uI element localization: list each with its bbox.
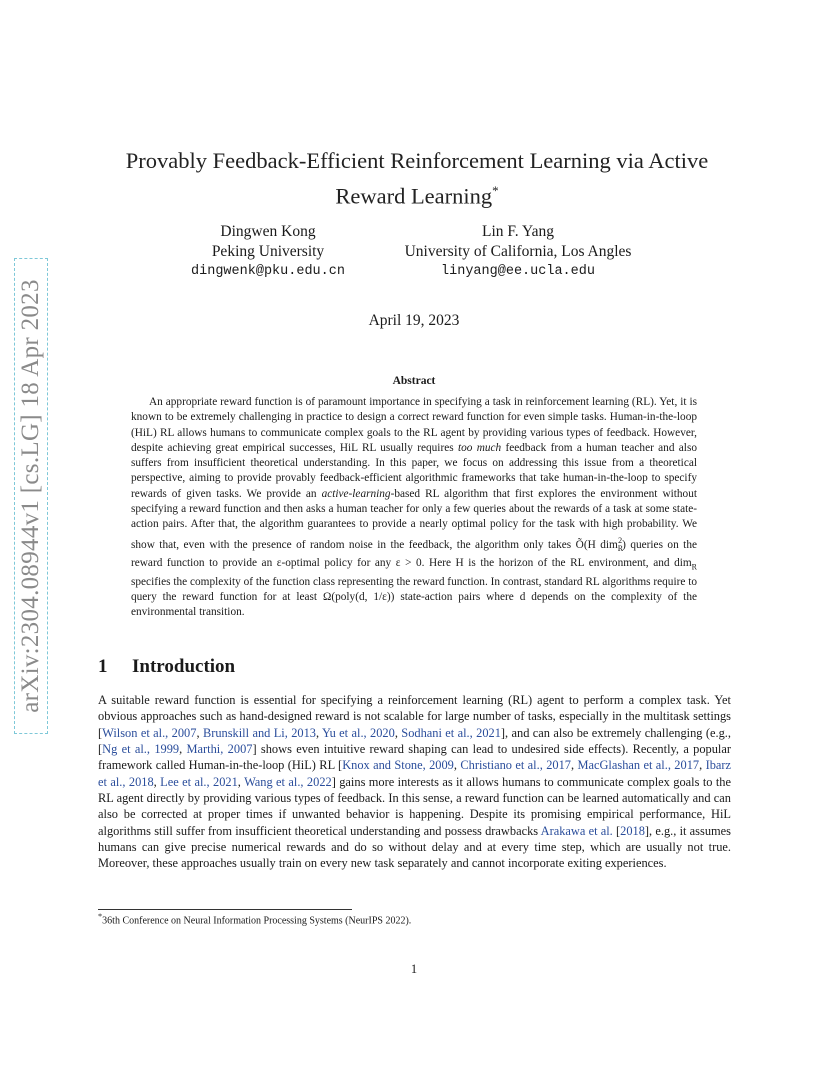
- citation-link[interactable]: Brunskill and Li, 2013: [202, 725, 316, 740]
- title-footnote-mark: *: [492, 183, 499, 198]
- citation-link[interactable]: Sodhani et al., 2021: [401, 725, 501, 740]
- author-affiliation: Peking University: [211, 243, 325, 260]
- abstract-body: An appropriate reward function is of paramount importance in specifying a task in reinforcement learning (RL). Yet, it is known to be extremely challenging in practice to design a correct reward function for even simple tasks. Human-in-the-loop (HiL) RL allows humans to communicate complex goals to the RL agent by providing various types of feedback. However, despite achieving great empirical successes, HiL RL usually requires too much feedback from a human teacher and also suffers from insufficient theoretical understanding. In this paper, we focus on addressing this issue from a theoretical perspective, aiming to provide provably feedback-efficient algorithmic frameworks that take human-in-the-loop to specify rewards of given tasks. We provide an active-learning-based RL algorithm that first explores the environment without specifying a reward function and then asks a human teacher for only a few queries about the rewards of a task at some state-action pairs. After that, the algorithm guarantees to provide a nearly optimal policy for the task with high probability. We show that, even with the presence of random noise in the feedback, the algorithm only takes Õ(H dim$_R^2$) queries on the reward function to provide an ε-optimal policy for any ε > 0. Here H is the horizon of the RL environment, and dim$_R$ specifies the complexity of the function class representing the reward function. In contrast, standard RL algorithms require to query the reward function for at least Ω(poly(d, 1/ε)) state-action pairs where d depends on the complexity of the environmental transition.: [131, 396, 697, 619]
- footnote-text: 36th Conference on Neural Information Processing Systems (NeurIPS 2022).: [102, 915, 412, 927]
- citation-link[interactable]: Ng et al., 1999: [102, 742, 180, 757]
- author-affiliation: University of California, Los Angles: [404, 243, 632, 260]
- citation-link[interactable]: Lee et al., 2021: [160, 774, 238, 789]
- section-heading-introduction: [98, 656, 235, 678]
- author-email[interactable]: linyang@ee.ucla.edu: [441, 264, 595, 279]
- author-1: [168, 222, 368, 282]
- author-name: Lin F. Yang: [482, 223, 554, 240]
- section-number: 1: [98, 656, 108, 677]
- citation-link[interactable]: Marthi, 2007: [186, 742, 253, 757]
- section-title: Introduction: [132, 656, 236, 677]
- author-2: [378, 222, 658, 282]
- page-number: 1: [410, 962, 418, 976]
- citation-link[interactable]: Wilson et al., 2007: [102, 725, 197, 740]
- abstract-heading: Abstract: [392, 375, 436, 387]
- citation-link[interactable]: Knox and Stone, 2009: [342, 758, 454, 773]
- citation-link[interactable]: 2018: [620, 823, 645, 838]
- introduction-paragraph: A suitable reward function is essential for specifying a reinforcement learning (RL) agent to perform a complex task. Yet obvious approaches such as hand-designed reward is not scalable for large number of tasks, especially in the multitask settings [Wilson et al., 2007, Brunskill and Li, 2013, Yu et al., 2020, Sodhani et al., 2021], and can also be extremely challenging (e.g., [Ng et al., 1999, Marthi, 2007] shows even intuitive reward shaping can lead to undesired side effects). Recently, a popular framework called Human-in-the-loop (HiL) RL [Knox and Stone, 2009, Christiano et al., 2017, MacGlashan et al., 2017, Ibarz et al., 2018, Lee et al., 2021, Wang et al., 2022] gains more interests as it allows humans to communicate complex goals to the RL agent directly by providing various types of feedback. In this sense, a reward function can be learned automatically and can also be corrected at proper times if unwanted behavior is happening. Despite its promising empirical performance, HiL algorithms still suffer from insufficient theoretical understanding and possess drawbacks Arakawa et al. [2018], e.g., it assumes humans can give precise numerical rewards and do so without delay and at every time step, which are usually not true. Moreover, these approaches usually train on every new task separately and cannot incorporate exiting experiences.: [98, 693, 732, 871]
- citation-link[interactable]: Arakawa et al.: [540, 823, 613, 838]
- author-name: Dingwen Kong: [220, 223, 316, 240]
- footnote-divider: [98, 909, 352, 910]
- citation-link[interactable]: Yu et al., 2020: [322, 725, 395, 740]
- paper-date: April 19, 2023: [368, 312, 460, 329]
- arxiv-identifier-text: arXiv:2304.08944v1 [cs.LG] 18 Apr 2023: [17, 279, 44, 713]
- footnote-mark: *: [98, 912, 103, 921]
- citation-link[interactable]: Wang et al., 2022: [244, 774, 332, 789]
- citation-link[interactable]: Ibarz et al., 2018: [98, 758, 732, 789]
- citation-link[interactable]: MacGlashan et al., 2017: [577, 758, 700, 773]
- author-email[interactable]: dingwenk@pku.edu.cn: [191, 264, 345, 279]
- paper-title: Provably Feedback-Efficient Reinforcement Learning via Active Reward Learning*: [125, 148, 709, 209]
- citation-link[interactable]: Christiano et al., 2017: [460, 758, 571, 773]
- footnote: [98, 912, 411, 926]
